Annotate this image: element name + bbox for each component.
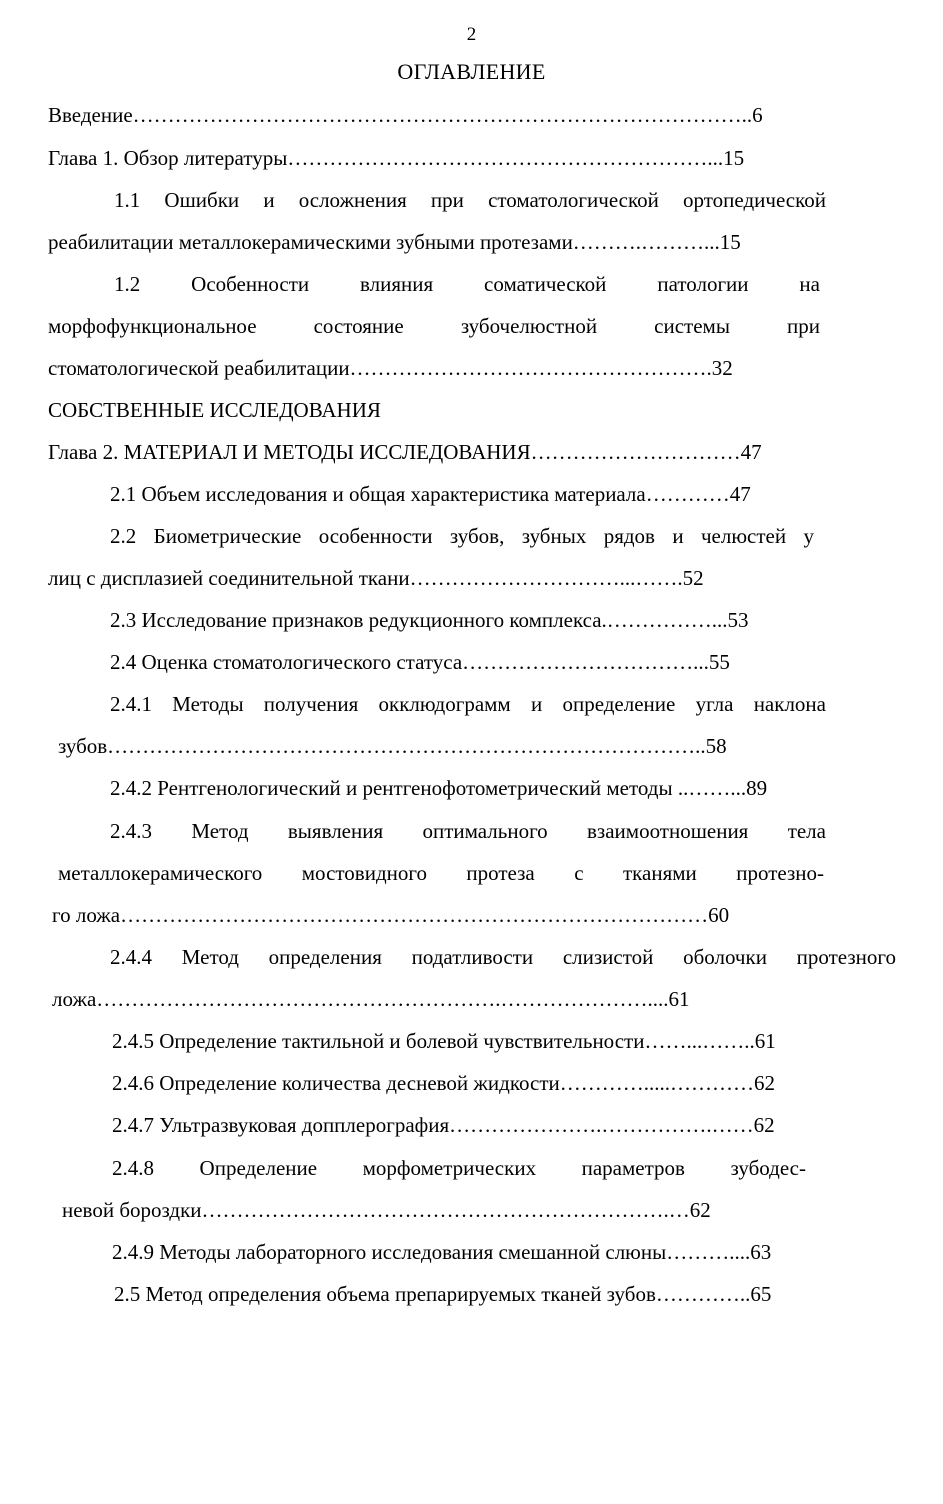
toc-entry: 2.4.5 Определение тактильной и болевой чувствительности……...……..61 — [112, 1029, 776, 1053]
toc-entry: 2.4.1 Методы получения окклюдограмм и определение угла наклона — [110, 692, 826, 716]
toc-entry: 2.1 Объем исследования и общая характеристика материала…………47 — [110, 482, 751, 506]
toc-entry: Глава 2. МАТЕРИАЛ И МЕТОДЫ ИССЛЕДОВАНИЯ…………………………47 — [48, 440, 762, 464]
toc-entry: 2.4.7 Ультразвуковая допплерография………………….…………….……62 — [112, 1113, 775, 1137]
toc-entry: 2.2 Биометрические особенности зубов, зубных рядов и челюстей у — [110, 524, 814, 548]
toc-entry: Введение……………………………………………………………………………..6 — [48, 103, 763, 127]
toc-entry: 2.4.6 Определение количества десневой жидкости………….....…………62 — [112, 1071, 775, 1095]
toc-entry: металлокерамического мостовидного протеза с тканями протезно- — [58, 861, 824, 885]
toc-entry: морфофункциональное состояние зубочелюстной системы при — [48, 314, 820, 338]
toc-entry: 2.4.2 Рентгенологический и рентгенофотометрический методы ..……...89 — [110, 776, 768, 800]
toc-entry: зубов…………………………………………………………………………..58 — [58, 734, 727, 758]
toc-entry: 2.4.4 Метод определения податливости слизистой оболочки протезного — [110, 945, 896, 969]
toc-entry: невой бороздки………………………………………………………….…62 — [62, 1198, 711, 1222]
toc-entry: 2.5 Метод определения объема препарируемых тканей зубов…………..65 — [114, 1282, 772, 1306]
page-number: 2 — [466, 24, 477, 45]
toc-entry: ложа………………………………………………….…………………....61 — [52, 987, 690, 1011]
toc-entry: 2.4.8 Определение морфометрических параметров зубодес- — [112, 1156, 806, 1180]
toc-entry: Глава 1. Обзор литературы……………………………………………………...15 — [48, 146, 745, 170]
toc-entry: го ложа…………………………………………………………………………60 — [52, 903, 730, 927]
toc-entry: 2.4.3 Метод выявления оптимального взаимоотношения тела — [110, 819, 826, 843]
toc-entry: 1.1 Ошибки и осложнения при стоматологической ортопедической — [114, 188, 826, 212]
toc-entry: 2.3 Исследование признаков редукционного комплекса.……………...53 — [110, 608, 749, 632]
toc-entry: 2.4.9 Методы лабораторного исследования смешанной слюны………....63 — [112, 1240, 772, 1264]
toc-entry: 2.4 Оценка стоматологического статуса……………………………...55 — [110, 650, 730, 674]
toc-title: ОГЛАВЛЕНИЕ — [397, 59, 546, 84]
toc-entry: 1.2 Особенности влияния соматической патологии на — [114, 272, 820, 296]
toc-entry: лиц с дисплазией соединительной ткани…………………………...…….52 — [48, 566, 704, 590]
toc-entry: стоматологической реабилитации…………………………………………….32 — [48, 356, 733, 380]
toc-entry: реабилитации металлокерамическими зубными протезами……….………...15 — [48, 230, 741, 254]
section-heading: СОБСТВЕННЫЕ ИССЛЕДОВАНИЯ — [48, 398, 381, 422]
